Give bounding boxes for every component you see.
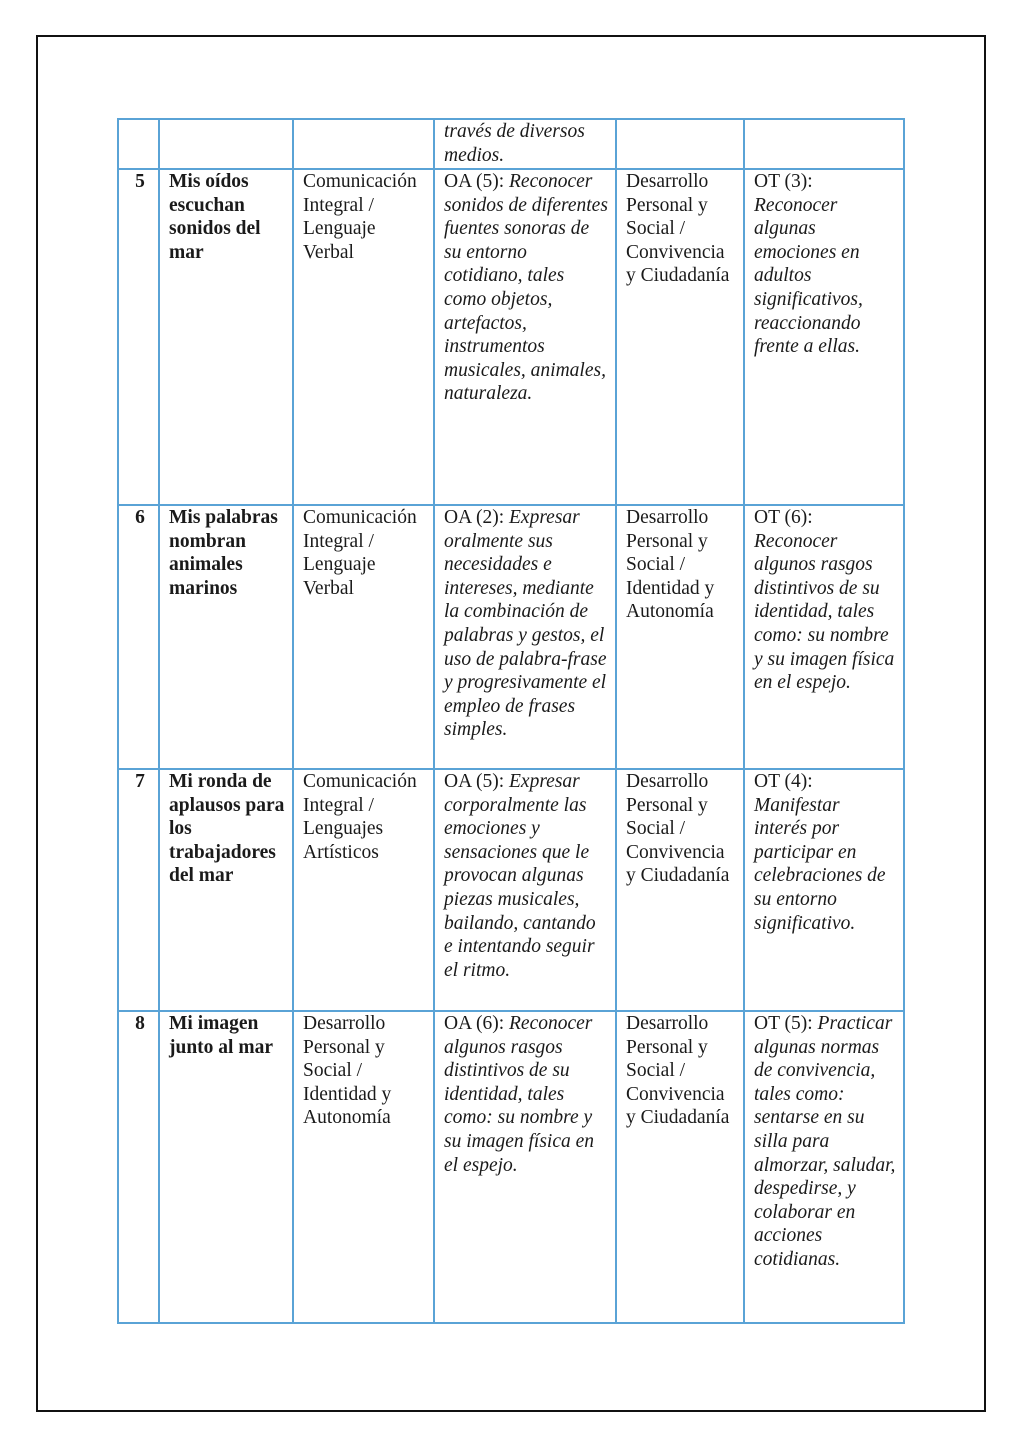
- cell-area: [293, 119, 434, 169]
- ot-code: OT (3):: [754, 171, 813, 192]
- oa-text: Reconocer sonidos de diferentes fuentes sonoras de su entorno cotidiano, tales como objetos, artefactos, instrumentos musicales, animales, naturaleza.: [444, 171, 608, 405]
- ot-text: Reconocer algunos rasgos distintivos de su identidad, tales como: su nombre y su imagen física en el espejo.: [754, 530, 895, 694]
- ot-text: Manifestar interés por participar en celebraciones de su entorno significativo.: [754, 794, 886, 934]
- transversal-area: Desarrollo Personal y Social / Convivencia y Ciudadanía: [616, 169, 744, 505]
- oa-code: OA (5):: [444, 771, 505, 792]
- curricular-area: Desarrollo Personal y Social / Identidad y Autonomía: [293, 1011, 434, 1323]
- ot-code: OT (6):: [754, 507, 813, 528]
- oa-text: Reconocer algunos rasgos distintivos de su identidad, tales como: su nombre y su imagen física en el espejo.: [444, 1013, 595, 1176]
- cell-ot: [744, 119, 904, 169]
- cell-number: [118, 119, 159, 169]
- learning-objective: [434, 505, 616, 769]
- planning-table: [117, 118, 905, 1324]
- learning-objective: [434, 169, 616, 505]
- oa-code: OA (6):: [444, 1013, 505, 1034]
- transversal-objective: [744, 1011, 904, 1323]
- learning-objective: [434, 1011, 616, 1323]
- ot-code: OT (5):: [754, 1013, 813, 1034]
- ot-text: Reconocer algunas emociones en adultos significativos, reaccionando frente a ellas.: [754, 194, 863, 358]
- experience-title: Mi imagen junto al mar: [159, 1011, 293, 1323]
- experience-number: 7: [118, 769, 159, 1011]
- curricular-area: Comunicación Integral / Lenguaje Verbal: [293, 169, 434, 505]
- experience-title: Mi ronda de aplausos para los trabajadores del mar: [159, 769, 293, 1011]
- table-row-continuation: [118, 119, 904, 169]
- cell-transversal-area: [616, 119, 744, 169]
- cell-experience: [159, 119, 293, 169]
- experience-number: 8: [118, 1011, 159, 1323]
- table-row: [118, 769, 904, 1011]
- transversal-area: Desarrollo Personal y Social / Identidad y Autonomía: [616, 505, 744, 769]
- experience-title: Mis palabras nombran animales marinos: [159, 505, 293, 769]
- table-row: [118, 505, 904, 769]
- transversal-objective: [744, 505, 904, 769]
- oa-text: Expresar oralmente sus necesidades e intereses, mediante la combinación de palabras y gestos, el uso de palabra-frase y progresivamente el empleo de frases simples.: [444, 507, 607, 741]
- transversal-area: Desarrollo Personal y Social / Convivencia y Ciudadanía: [616, 1011, 744, 1323]
- curricular-area: Comunicación Integral / Lenguajes Artísticos: [293, 769, 434, 1011]
- oa-code: OA (5):: [444, 171, 505, 192]
- ot-text: Practicar algunas normas de convivencia, tales como: sentarse en su silla para almorzar, saludar, despedirse, y colaborar en acciones cotidianas.: [754, 1013, 896, 1270]
- table-row: [118, 1011, 904, 1323]
- oa-code: OA (2):: [444, 507, 505, 528]
- oa-text: Expresar corporalmente las emociones y sensaciones que le provocan algunas piezas musicales, bailando, cantando e intentando seguir el ritmo.: [444, 771, 596, 981]
- curricular-area: Comunicación Integral / Lenguaje Verbal: [293, 505, 434, 769]
- table-row: [118, 169, 904, 505]
- cell-oa: [434, 119, 616, 169]
- transversal-area: Desarrollo Personal y Social / Convivencia y Ciudadanía: [616, 769, 744, 1011]
- experience-number: 6: [118, 505, 159, 769]
- experience-number: 5: [118, 169, 159, 505]
- ot-code: OT (4):: [754, 771, 813, 792]
- transversal-objective: [744, 169, 904, 505]
- learning-objective: [434, 769, 616, 1011]
- oa-continuation-text: través de diversos medios.: [444, 121, 585, 166]
- experience-title: Mis oídos escuchan sonidos del mar: [159, 169, 293, 505]
- transversal-objective: [744, 769, 904, 1011]
